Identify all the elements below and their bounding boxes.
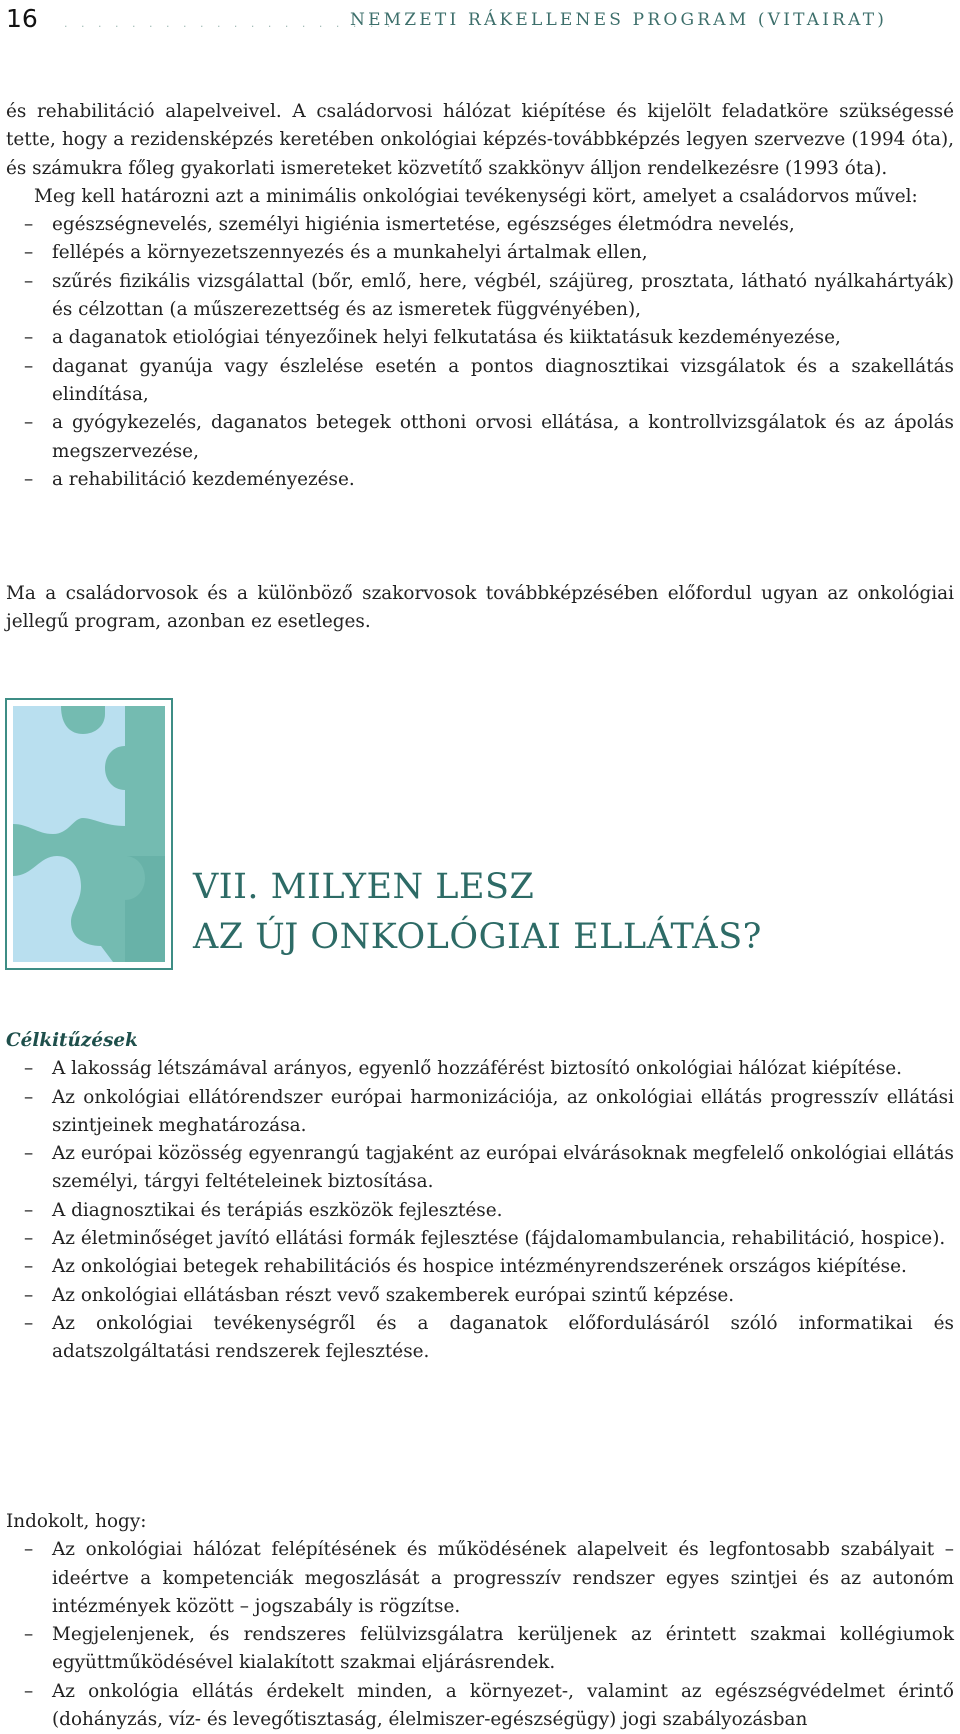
list-item: – A diagnosztikai és terápiás eszközök fejlesztése. [6, 1197, 954, 1225]
list-item: – Az onkológiai hálózat felépítésének és működésének alapelveit és legfontosabb szabályait – ideértve a kompetenciák megoszlását a progresszív rendszer egyes szintjei és az autonóm intézmények között – jogszabály is rögzítse. [6, 1536, 954, 1621]
section-note [6, 580, 954, 637]
paragraph: és rehabilitáció alapelveivel. A családorvosi hálózat kiépítése és kijelölt feladatköre szükségessé tette, hogy a rezidensképzés keretében onkológiai képzés-továbbképzés legyen szervezve (1994 óta), és számukra főleg gyakorlati ismereteket közvetítő szakkönyv álljon rendelkezésre (1993 óta). [6, 101, 954, 179]
list-item: – Az onkológiai betegek rehabilitációs és hospice intézményrendszerének országos kiépítése. [6, 1253, 954, 1281]
list-item: – szűrés fizikális vizsgálattal (bőr, emlő, here, végbél, szájüreg, prosztata, látható nyálkahártyák) és célzottan (a műszerezettség és az ismeretek függvényében), [6, 268, 954, 325]
list-item: – A lakosság létszámával arányos, egyenlő hozzáférést biztosító onkológiai hálózat kiépítése. [6, 1055, 954, 1083]
justification-list [6, 1536, 954, 1734]
list-item: – fellépés a környezetszennyezés és a munkahelyi ártalmak ellen, [6, 239, 954, 267]
list-item: – a rehabilitáció kezdeményezése. [6, 466, 954, 494]
list-item: – Az életminőséget javító ellátási formák fejlesztése (fájdalomambulancia, rehabilitáció, hospice). [6, 1225, 954, 1253]
list-item: – Az onkológia ellátás érdekelt minden, a környezet-, valamint az egészségvédelmet érintő (dohányzás, víz- és levegőtisztaság, élelmiszer-egészségügy) jogi szabályozásban [6, 1678, 954, 1734]
list-item: – a gyógykezelés, daganatos betegek otthoni orvosi ellátása, a kontrollvizsgálatok és az ápolás megszervezése, [6, 409, 954, 466]
puzzle-illustration [5, 698, 173, 970]
list-item: – Az onkológiai tevékenységről és a daganatok előfordulásáról szóló informatikai és adatszolgáltatási rendszerek fejlesztése. [6, 1310, 954, 1367]
list-item: – egészségnevelés, személyi higiénia ismertetése, egészséges életmódra nevelés, [6, 211, 954, 239]
section-justification [6, 1508, 954, 1734]
paragraph: Meg kell határozni azt a minimális onkológiai tevékenységi kört, amelyet a családorvos művel: [34, 185, 918, 207]
objectives-list [6, 1055, 954, 1366]
list-item: – Az európai közösség egyenrangú tagjaként az európai elvárásoknak megfelelő onkológiai ellátás személyi, tárgyi feltételeinek biztosítása. [6, 1140, 954, 1197]
subheading-objectives: Célkitűzések [6, 1030, 138, 1051]
subheading-justification: Indokolt, hogy: [6, 1511, 147, 1532]
section-family-doctor [6, 98, 954, 494]
list-item: – Megjelenjenek, és rendszeres felülvizsgálatra kerüljenek az érintett szakmai kollégiumok együttműködésével kialakított szakmai eljárásrendek. [6, 1621, 954, 1678]
paragraph: Ma a családorvosok és a különböző szakorvosok továbbképzésében előfordul ugyan az onkológiai jellegű program, azonban ez esetleges. [6, 583, 954, 633]
chapter-title-line-1: VII. MILYEN LESZ [193, 867, 535, 907]
header-dot-leader: . . . . . . . . . . . . . . . . . . . . [64, 17, 396, 30]
page-number: 16 [6, 4, 38, 33]
chapter-title-line-2: AZ ÚJ ONKOLÓGIAI ELLÁTÁS? [193, 917, 762, 957]
task-list [6, 211, 954, 494]
section-objectives [6, 1027, 954, 1367]
list-item: – Az onkológiai ellátórendszer európai harmonizációja, az onkológiai ellátás progresszív ellátási szintjeinek meghatározása. [6, 1084, 954, 1141]
list-item: – daganat gyanúja vagy észlelése esetén a pontos diagnosztikai vizsgálatok és a szakellátás elindítása, [6, 353, 954, 410]
running-title: NEMZETI RÁKELLENES PROGRAM (VITAIRAT) [350, 10, 888, 30]
list-item: – a daganatok etiológiai tényezőinek helyi felkutatása és kiiktatásuk kezdeményezése, [6, 324, 954, 352]
list-item: – Az onkológiai ellátásban részt vevő szakemberek európai szintű képzése. [6, 1282, 954, 1310]
puzzle-icon [13, 706, 165, 962]
chapter-title [193, 862, 762, 962]
page-header [6, 4, 956, 40]
